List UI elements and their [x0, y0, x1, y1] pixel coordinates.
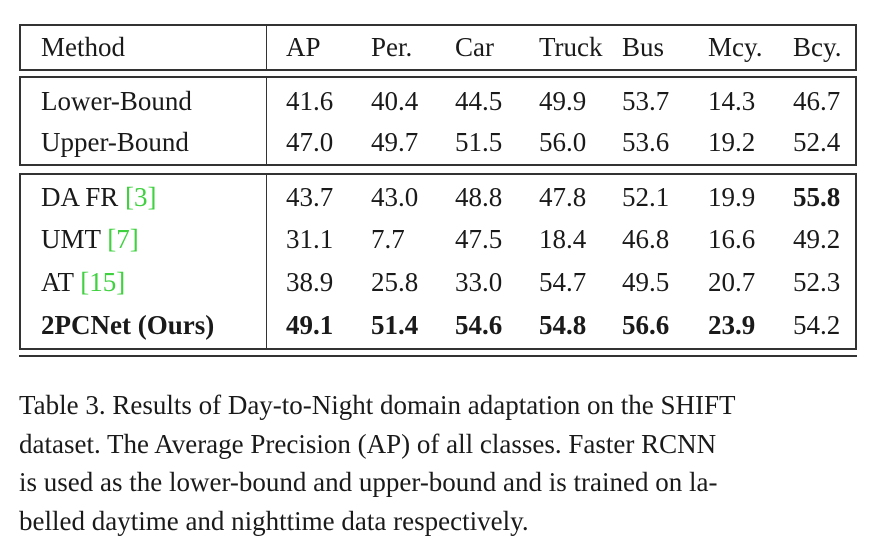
citation-link[interactable]: [3]: [125, 182, 157, 212]
header-car: Car: [455, 32, 494, 62]
cell-mcy: 20.7: [708, 267, 756, 297]
cell-per: 51.4: [371, 310, 419, 340]
cell-bus: 46.8: [622, 224, 670, 254]
results-table: [19, 24, 857, 357]
method-name: DA FR: [41, 182, 119, 212]
cell-per: 25.8: [371, 267, 419, 297]
cell-bcy: 54.2: [793, 310, 841, 340]
table-row: [21, 218, 855, 260]
row-method: [41, 261, 125, 303]
cell-bus: 53.7: [622, 86, 670, 116]
cell-bus: 56.6: [622, 310, 670, 340]
method-name: AT: [41, 267, 74, 297]
caption-line: is used as the lower-bound and upper-bound and is trained on la-: [19, 467, 718, 497]
cell-bus: 53.6: [622, 127, 670, 157]
header-mcy: Mcy.: [708, 32, 763, 62]
citation-link[interactable]: [15]: [80, 267, 126, 297]
cell-truck: 54.7: [539, 267, 587, 297]
row-method: [41, 176, 157, 218]
header-method: Method: [41, 32, 125, 62]
cell-truck: 49.9: [539, 86, 587, 116]
cell-mcy: 23.9: [708, 310, 756, 340]
row-method: Upper-Bound: [41, 127, 189, 157]
bounds-group: [19, 76, 857, 166]
cell-car: 33.0: [455, 267, 503, 297]
table-caption: [19, 386, 857, 540]
cell-bcy: 55.8: [793, 182, 841, 212]
table-row: [21, 80, 855, 122]
cell-ap: 49.1: [286, 310, 334, 340]
table-row-ours: [21, 304, 855, 346]
cell-ap: 38.9: [286, 267, 334, 297]
row-method: Lower-Bound: [41, 86, 192, 116]
header-per: Per.: [371, 32, 413, 62]
header-ap: AP: [286, 32, 321, 62]
cell-per: 40.4: [371, 86, 419, 116]
methods-group: [19, 173, 857, 350]
header-bus: Bus: [622, 32, 665, 62]
header-row: [21, 26, 855, 68]
citation-link[interactable]: [7]: [107, 224, 139, 254]
cell-mcy: 16.6: [708, 224, 756, 254]
cell-truck: 54.8: [539, 310, 587, 340]
cell-ap: 47.0: [286, 127, 334, 157]
caption-line: Table 3. Results of Day-to-Night domain adaptation on the SHIFT: [19, 390, 736, 420]
row-method: [41, 218, 139, 260]
cell-truck: 56.0: [539, 127, 587, 157]
method-name: UMT: [41, 224, 101, 254]
row-method: 2PCNet (Ours): [41, 310, 215, 340]
header-truck: Truck: [539, 32, 603, 62]
cell-per: 7.7: [371, 224, 405, 254]
caption-line: dataset. The Average Precision (AP) of all classes. Faster RCNN: [19, 428, 717, 459]
table-row: [21, 176, 855, 218]
cell-bcy: 52.4: [793, 127, 841, 157]
caption-line: belled daytime and nighttime data respectively.: [19, 505, 529, 536]
cell-per: 43.0: [371, 182, 419, 212]
cell-ap: 31.1: [286, 224, 334, 254]
table-row: [21, 121, 855, 163]
cell-car: 44.5: [455, 86, 503, 116]
table-row: [21, 261, 855, 303]
cell-bus: 49.5: [622, 267, 670, 297]
cell-truck: 47.8: [539, 182, 587, 212]
cell-car: 47.5: [455, 224, 503, 254]
cell-car: 54.6: [455, 310, 503, 340]
cell-truck: 18.4: [539, 224, 587, 254]
bottom-rule: [19, 355, 857, 357]
cell-bcy: 46.7: [793, 86, 841, 116]
cell-car: 51.5: [455, 127, 503, 157]
cell-mcy: 19.9: [708, 182, 756, 212]
table-header: [19, 24, 857, 71]
cell-mcy: 19.2: [708, 127, 756, 157]
cell-bus: 52.1: [622, 182, 670, 212]
cell-ap: 43.7: [286, 182, 334, 212]
cell-per: 49.7: [371, 127, 419, 157]
cell-car: 48.8: [455, 182, 503, 212]
cell-bcy: 49.2: [793, 224, 841, 254]
cell-ap: 41.6: [286, 86, 334, 116]
header-bcy: Bcy.: [793, 32, 842, 62]
cell-bcy: 52.3: [793, 267, 841, 297]
cell-mcy: 14.3: [708, 86, 756, 116]
